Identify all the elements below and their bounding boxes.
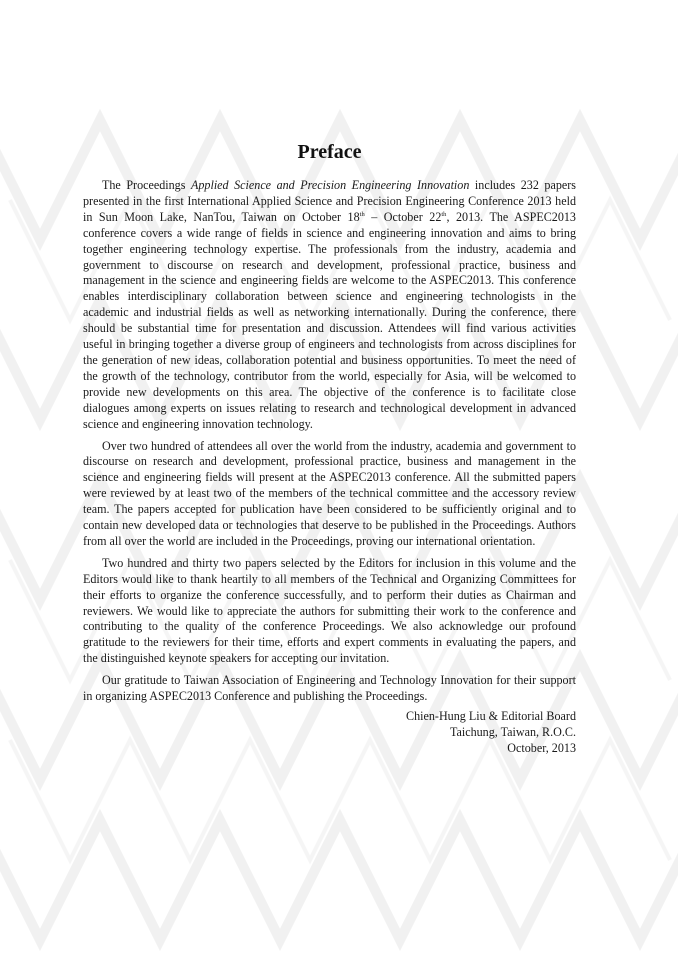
page-title: Preface	[297, 141, 362, 163]
signature-date: October, 2013	[507, 740, 576, 755]
signature-location: Taichung, Taiwan, R.O.C.	[449, 724, 576, 739]
book-title: Applied Science and Precision Engineering Innovation	[190, 178, 470, 192]
paragraph-attendees: Over two hundred of attendees all over the world from the industry, academia and government to discourse on research and development, professional practice, business and management in the science and engineering fields will present at the ASPEC2013 conference. All the submitted papers were reviewed by at least two of the members of the technical committee and the accessory review team. The papers accepted for publication have been considered to be sufficiently original and to contain new developed data or technologies that deserve to be published in the Proceedings. Authors from all over the world are included in the Proceedings, proving our international orientation.	[83, 438, 576, 548]
intro-text: The Proceedings	[102, 178, 186, 192]
intro-text-c: , 2013. The ASPEC2013 conference covers a wide range of fields in science and engineering innovation and aims to bring together engineering technology expertise. The professionals from the industry, academia and government to discourse on research and development, professional practice, business and management in the science and engineering fields are welcome to the ASPEC2013. This conference enables interdisciplinary collaboration between science and engineering technologists in the academic and industrial fields as well as networking internationally. During the conference, there should be substantial time for presentation and discussion. Attendees will find various activities useful in bringing together a diverse group of engineers and technologists from across disciplines for the generation of new ideas, collaboration potential and business opportunities. To meet the need of the growth of the technology, contributor from the world, especially for Asia, will be welcomed to provide new developments on this area. The objective of the conference is to facilitate close dialogues among experts on issues relating to research and technological development in advanced science and engineering innovation technology.	[83, 209, 576, 431]
signature-name: Chien-Hung Liu & Editorial Board	[406, 709, 576, 723]
intro-text-b: – October 22	[364, 209, 442, 224]
intro-text-a: includes 232 papers presented in the first International Applied Science and Precision Engineering Conference 2013 held in Sun Moon Lake, NanTou, Taiwan on October 18	[83, 178, 576, 224]
ordinal-suffix: th	[359, 210, 365, 218]
paragraph-intro	[83, 178, 576, 433]
signature-block	[83, 709, 576, 757]
ordinal-suffix: th	[441, 210, 447, 218]
paragraph-acknowledgements: Two hundred and thirty two papers selected by the Editors for inclusion in this volume and the Editors would like to thank heartily to all members of the Technical and Organizing Committees for their efforts to organize the conference successfully, and to perform their duties as Chairman and reviewers. We would like to appreciate the authors for submitting their work to the conference and contributing to the quality of the conference Proceedings. We also acknowledge our profound gratitude to the reviewers for their time, efforts and expert comments in evaluating the papers, and the distinguished keynote speakers for accepting our invitation.	[83, 555, 576, 666]
preface-page	[83, 140, 576, 757]
paragraph-gratitude: Our gratitude to Taiwan Association of Engineering and Technology Innovation for their support in organizing ASPEC2013 Conference and publishing the Proceedings.	[83, 673, 576, 704]
